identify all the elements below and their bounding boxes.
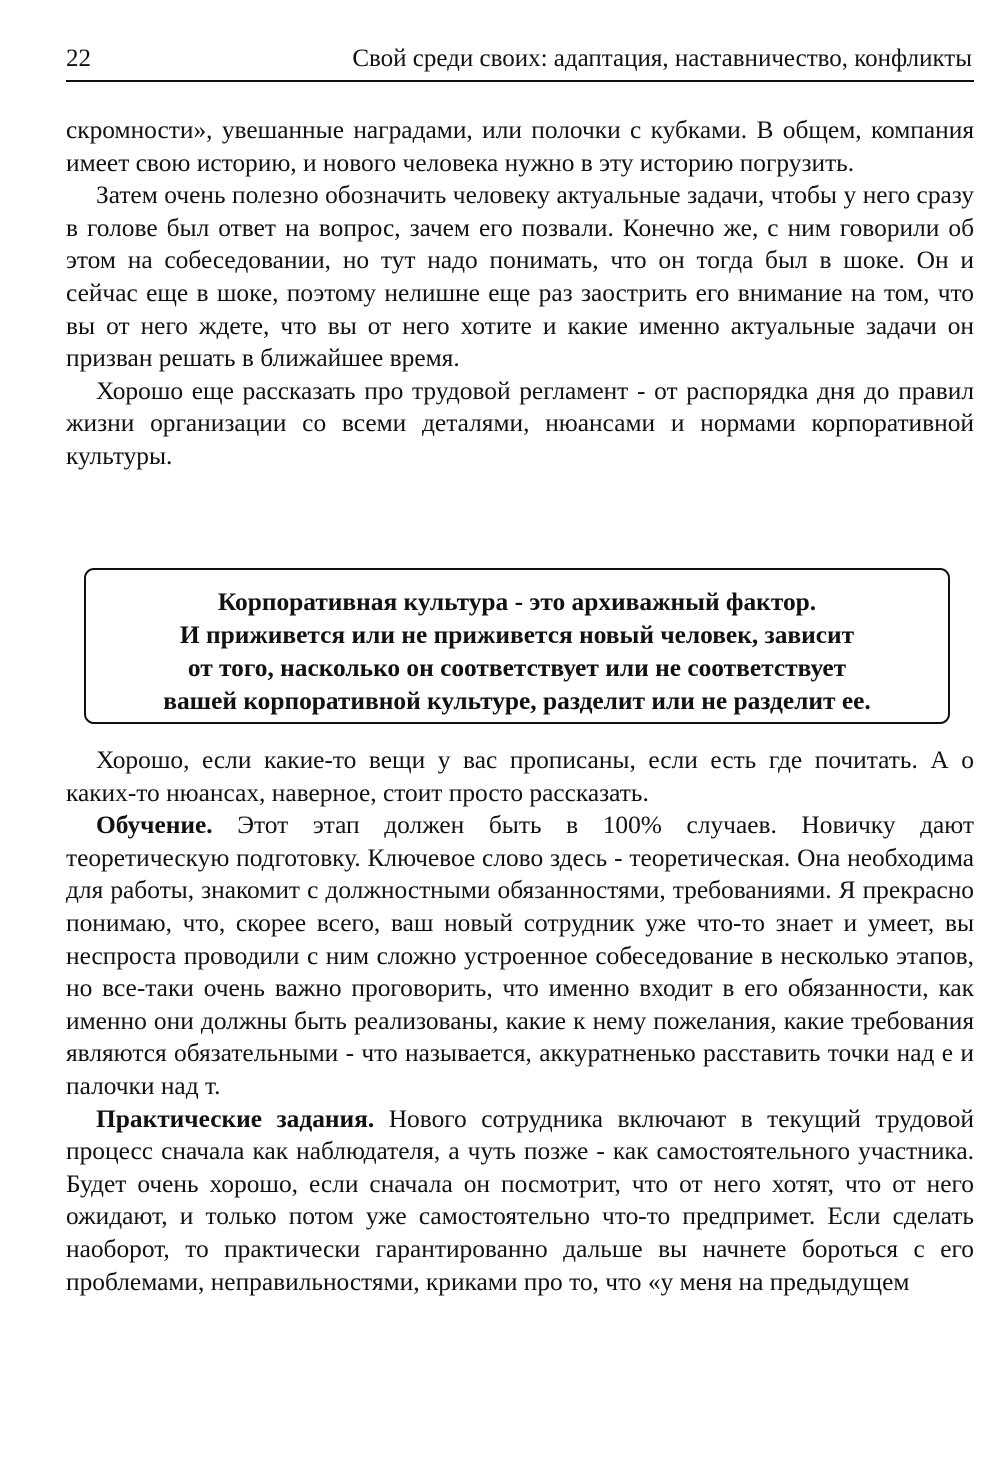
paragraph-training [66,809,974,1102]
text-block-top [66,114,974,473]
callout-line: от того, насколько он соответствует или не соответствует [187,654,847,682]
running-header [66,40,974,82]
paragraph-continuation: скромности», увешанные наградами, или полочки с кубками. В общем, компания имеет свою историю, и нового человека нужно в эту историю погрузить. [66,116,974,177]
text-block-bottom [66,744,974,1298]
paragraph-regulations: Хорошо еще рассказать про трудовой регламент - от распорядка дня до правил жизни организации со всеми деталями, нюансами и нормами корпоративной культуры. [66,376,974,470]
page-number: 22 [66,45,91,72]
paragraph-tasks: Затем очень полезно обозначить человеку актуальные задачи, чтобы у него сразу в голове был ответ на вопрос, зачем его позвали. Конечно же, с ним говорили об этом на собеседовании, но тут надо понимать, что он тогда был в шоке. Он и сейчас еще в шоке, поэтому нелишне еще раз заострить его внимание на том, что вы от него ждете, что вы от него хотите и какие именно актуальные задачи он призван решать в ближайшее время. [66,181,974,373]
callout-box [84,568,950,724]
training-term: Обучение. [96,811,213,840]
callout-line: вашей корпоративной культуре, разделит или не разделит ее. [163,687,871,715]
callout-line: Корпоративная культура - это архиважный фактор. [217,588,817,616]
paragraph-documents: Хорошо, если какие-то вещи у вас прописаны, если есть где почитать. А о каких-то нюансах, наверное, стоит просто рассказать. [66,746,974,807]
paragraph-practice [66,1103,974,1299]
running-header-title: Свой среди своих: адаптация, наставничество, конфликты [352,45,972,72]
practice-term: Практические задания. [96,1104,375,1133]
practice-text: Нового сотрудника включают в текущий трудовой процесс сначала как наблюдателя, а чуть позже - как самостоятельного участника. Будет очень хорошо, если сначала он посмотрит, что от него хотят, что от него ожидают, и только потом уже самостоятельно что-то предпримет. Если сделать наоборот, то практически гарантированно дальше вы начнете бороться с его проблемами, неправильностями, криками про то, что «у меня на предыдущем [66,1104,974,1296]
callout-line: И приживется или не приживется новый человек, зависит [179,621,855,649]
training-text: Этот этап должен быть в 100% случаев. Новичку дают теоретическую подготовку. Ключевое слово здесь - теоретическая. Она необходима для работы, знакомит с должностными обязанностями, требованиями. Я прекрасно понимаю, что, скорее всего, ваш новый сотрудник уже что-то знает и умеет, вы неспроста проводили с ним сложно устроенное собеседование в несколько этапов, но все-таки очень важно проговорить, что именно входит в его обязанности, как именно они должны быть реализованы, какие к нему пожелания, какие требования являются обязательными - что называется, аккуратненько расставить точки над е и палочки над т. [66,811,974,1100]
